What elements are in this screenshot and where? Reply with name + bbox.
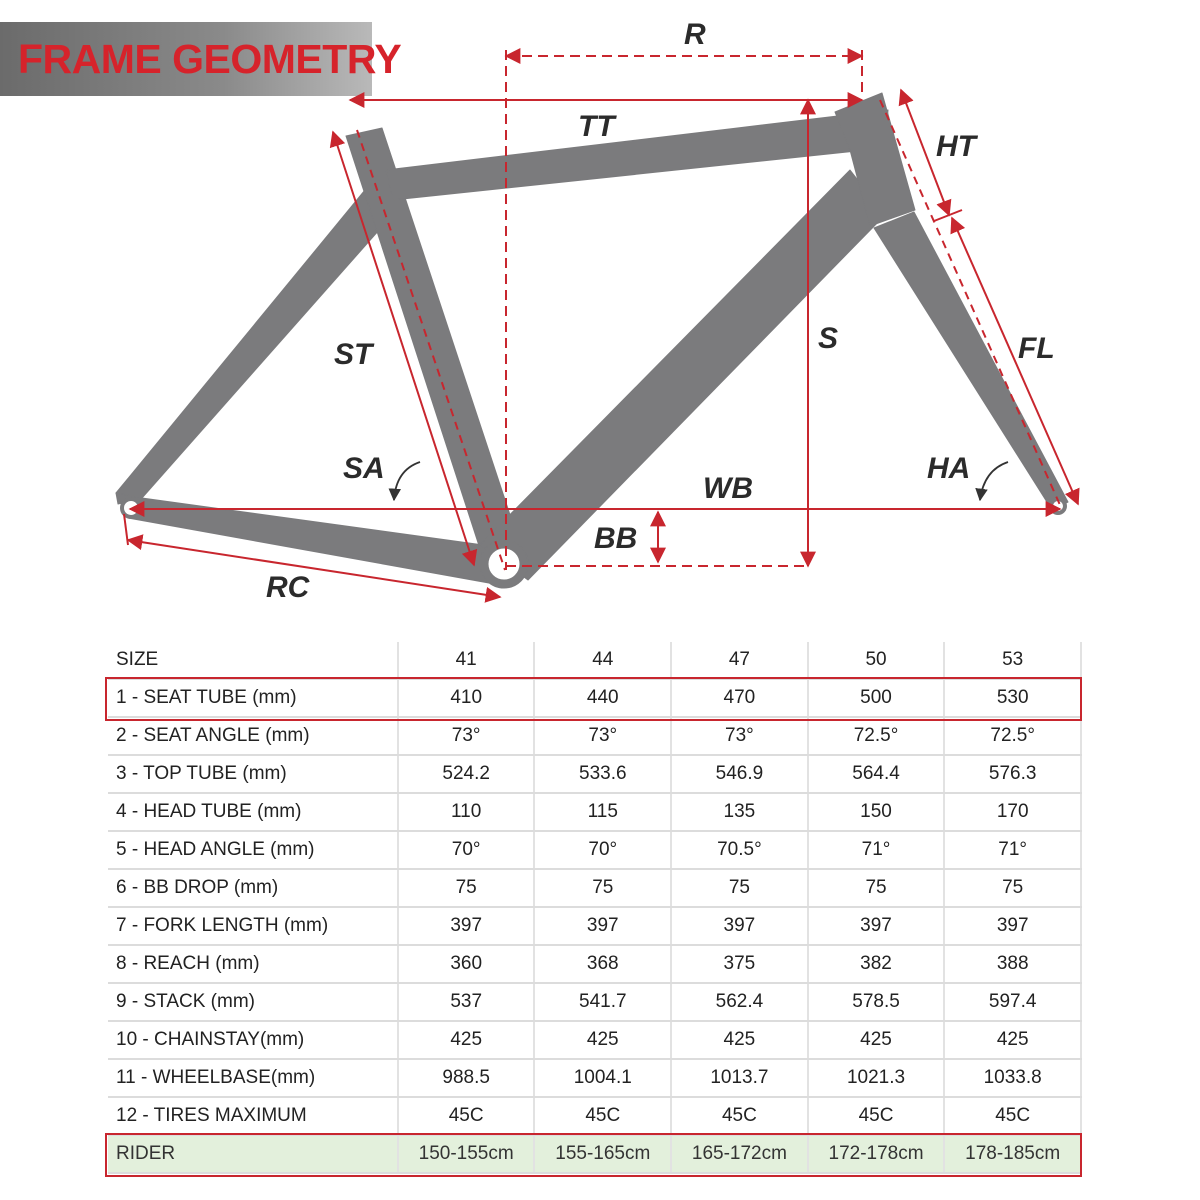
table-cell: 75 [398, 869, 535, 907]
table-cell: 45C [398, 1097, 535, 1135]
table-cell: 564.4 [808, 755, 945, 793]
row-label: 3 - TOP TUBE (mm) [108, 755, 398, 793]
table-cell: 397 [944, 907, 1081, 945]
row-label: 11 - WHEELBASE(mm) [108, 1059, 398, 1097]
table-cell: 425 [534, 1021, 671, 1059]
table-cell: 500 [808, 679, 945, 717]
table-row [108, 945, 1081, 983]
table-cell: 75 [671, 869, 808, 907]
down-tube [480, 170, 885, 580]
label-top-tube: TT [578, 110, 615, 143]
table-cell: 440 [534, 679, 671, 717]
label-seat-tube: ST [334, 338, 373, 371]
table-cell: 1021.3 [808, 1059, 945, 1097]
table-cell: 70.5° [671, 831, 808, 869]
rider-row [108, 1135, 1081, 1173]
chain-stay [116, 493, 505, 585]
row-label: 2 - SEAT ANGLE (mm) [108, 717, 398, 755]
table-cell: 73° [398, 717, 535, 755]
table-cell: 530 [944, 679, 1081, 717]
table-cell: 360 [398, 945, 535, 983]
table-cell: 470 [671, 679, 808, 717]
table-cell: 73° [671, 717, 808, 755]
chainstay-tick [124, 514, 128, 545]
table-cell: 71° [808, 831, 945, 869]
table-cell: 45C [808, 1097, 945, 1135]
label-seat-angle: SA [343, 452, 385, 485]
header-cell: 47 [671, 642, 808, 679]
table-cell: 425 [398, 1021, 535, 1059]
table-row [108, 755, 1081, 793]
table-row [108, 907, 1081, 945]
header-cell: 50 [808, 642, 945, 679]
row-label: 6 - BB DROP (mm) [108, 869, 398, 907]
table-cell: 988.5 [398, 1059, 535, 1097]
head-angle-arc [980, 462, 1008, 500]
row-label: 7 - FORK LENGTH (mm) [108, 907, 398, 945]
seat-angle-arc [394, 462, 420, 500]
table-cell: 375 [671, 945, 808, 983]
table-cell: 72.5° [808, 717, 945, 755]
row-label: 9 - STACK (mm) [108, 983, 398, 1021]
label-fork-length: FL [1018, 332, 1055, 365]
table-cell: 397 [671, 907, 808, 945]
table-cell: 70° [398, 831, 535, 869]
table-cell: 397 [808, 907, 945, 945]
bottom-bracket-hole [489, 549, 519, 579]
table-cell: 578.5 [808, 983, 945, 1021]
table-cell: 425 [944, 1021, 1081, 1059]
header-cell: 44 [534, 642, 671, 679]
table-cell: 165-172cm [671, 1135, 808, 1173]
table-row [108, 1021, 1081, 1059]
table-cell: 73° [534, 717, 671, 755]
table-cell: 75 [534, 869, 671, 907]
table-cell: 170 [944, 793, 1081, 831]
row-label: RIDER [108, 1135, 398, 1173]
table-cell: 150 [808, 793, 945, 831]
table-row [108, 717, 1081, 755]
table-cell: 382 [808, 945, 945, 983]
table-cell: 70° [534, 831, 671, 869]
table-cell: 397 [398, 907, 535, 945]
table-cell: 524.2 [398, 755, 535, 793]
table-cell: 45C [534, 1097, 671, 1135]
table-cell: 425 [671, 1021, 808, 1059]
table-cell: 172-178cm [808, 1135, 945, 1173]
table-row [108, 679, 1081, 717]
row-label: 1 - SEAT TUBE (mm) [108, 679, 398, 717]
label-head-angle: HA [927, 452, 971, 485]
table-cell: 562.4 [671, 983, 808, 1021]
table-cell: 155-165cm [534, 1135, 671, 1173]
table-cell: 135 [671, 793, 808, 831]
header-cell: SIZE [108, 642, 398, 679]
row-label: 8 - REACH (mm) [108, 945, 398, 983]
label-chainstay: RC [266, 571, 310, 604]
label-bb-drop: BB [594, 522, 638, 555]
table-cell: 1004.1 [534, 1059, 671, 1097]
table-cell: 425 [808, 1021, 945, 1059]
table-cell: 75 [944, 869, 1081, 907]
table-cell: 150-155cm [398, 1135, 535, 1173]
geometry-table [108, 642, 1082, 1174]
page-title: FRAME GEOMETRY [18, 36, 402, 82]
table-row [108, 793, 1081, 831]
table-cell: 115 [534, 793, 671, 831]
table-cell: 71° [944, 831, 1081, 869]
label-wheelbase: WB [703, 472, 753, 505]
table-cell: 75 [808, 869, 945, 907]
label-reach: R [684, 18, 706, 51]
table-cell: 597.4 [944, 983, 1081, 1021]
table-cell: 45C [671, 1097, 808, 1135]
table-cell: 410 [398, 679, 535, 717]
table-cell: 533.6 [534, 755, 671, 793]
table-cell: 110 [398, 793, 535, 831]
row-label: 10 - CHAINSTAY(mm) [108, 1021, 398, 1059]
table-cell: 537 [398, 983, 535, 1021]
table-row [108, 1059, 1081, 1097]
row-label: 4 - HEAD TUBE (mm) [108, 793, 398, 831]
table-row [108, 983, 1081, 1021]
table-cell: 45C [944, 1097, 1081, 1135]
table-cell: 72.5° [944, 717, 1081, 755]
header-cell: 53 [944, 642, 1081, 679]
table-header-row [108, 642, 1081, 679]
table-cell: 546.9 [671, 755, 808, 793]
label-stack: S [818, 322, 839, 355]
table-cell: 368 [534, 945, 671, 983]
table-cell: 1033.8 [944, 1059, 1081, 1097]
table-cell: 178-185cm [944, 1135, 1081, 1173]
row-label: 5 - HEAD ANGLE (mm) [108, 831, 398, 869]
table-row [108, 831, 1081, 869]
top-tube [386, 110, 888, 200]
header-cell: 41 [398, 642, 535, 679]
table-cell: 576.3 [944, 755, 1081, 793]
table-cell: 541.7 [534, 983, 671, 1021]
table-cell: 388 [944, 945, 1081, 983]
table-cell: 397 [534, 907, 671, 945]
label-head-tube: HT [936, 130, 976, 163]
table-row [108, 1097, 1081, 1135]
table-cell: 1013.7 [671, 1059, 808, 1097]
table-row [108, 869, 1081, 907]
bike-frame [116, 93, 1068, 588]
row-label: 12 - TIRES MAXIMUM [108, 1097, 398, 1135]
